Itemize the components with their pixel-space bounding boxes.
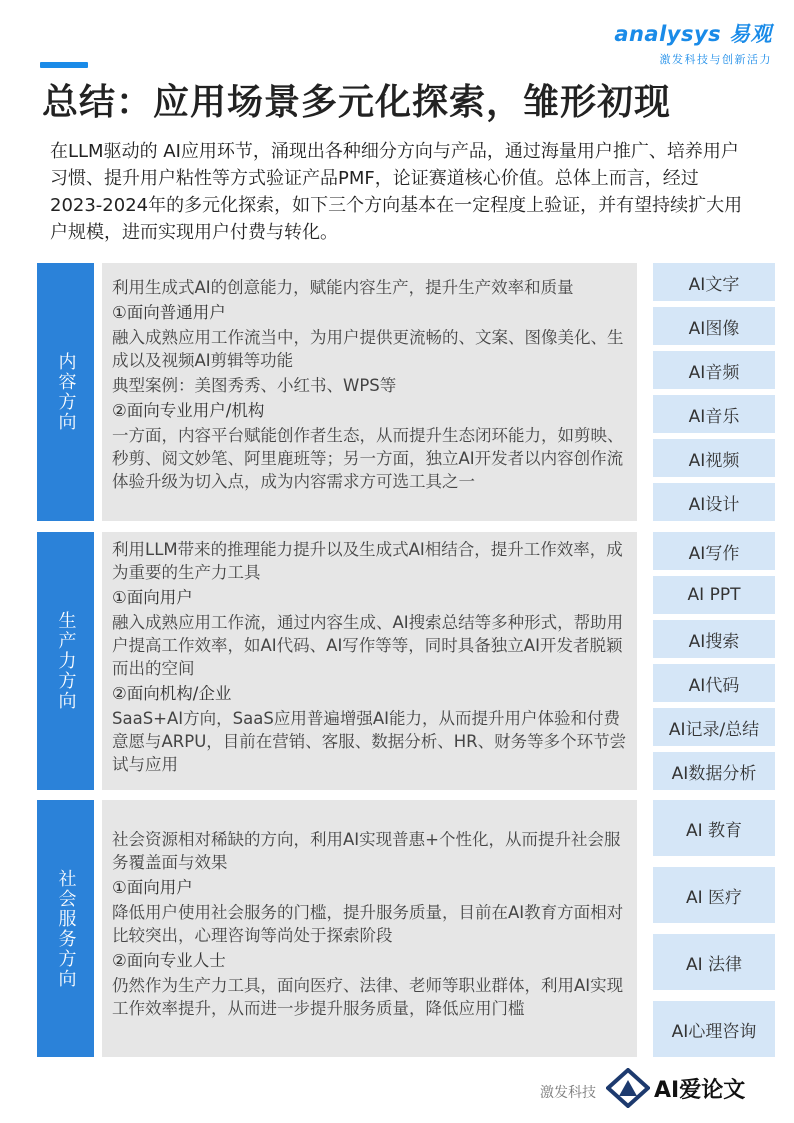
tag-item: AI PPT (653, 576, 775, 614)
section-subheading: ②面向机构/企业 (112, 684, 232, 703)
page-title: 总结：应用场景多元化探索，雏形初现 (42, 82, 672, 123)
tag-item: AI搜索 (653, 620, 775, 658)
brand-name: analysys 易观 (614, 22, 772, 46)
tag-item: AI写作 (653, 532, 775, 570)
section-content (37, 263, 775, 521)
tag-item: AI心理咨询 (653, 1001, 775, 1057)
tag-item: AI视频 (653, 439, 775, 477)
title-accent-bar (40, 62, 88, 68)
section-detail: 仍然作为生产力工具，面向医疗、法律、老师等职业群体，利用AI实现工作效率提升，从而进一步提升服务质量，降低应用门槛 (112, 976, 624, 1018)
section-subheading: ②面向专业用户/机构 (112, 401, 265, 420)
section-summary: 社会资源相对稀缺的方向，利用AI实现普惠+个性化，从而提升社会服务覆盖面与效果 (112, 830, 621, 872)
section-body (102, 800, 637, 1057)
section-subheading: ①面向普通用户 (112, 303, 226, 322)
tag-item: AI设计 (653, 483, 775, 521)
section-detail: SaaS+AI方向，SaaS应用普遍增强AI能力，从而提升用户体验和付费意愿与ARPU，目前在营销、客服、数据分析、HR、财务等多个环节尝试与应用 (112, 709, 627, 774)
section-detail: 一方面，内容平台赋能创作者生态，从而提升生态闭环能力，如剪映、秒剪、阅文妙笔、阿里鹿班等；另一方面，独立AI开发者以内容创作流体验升级为切入点，成为内容需求方可选工具之一 (112, 426, 624, 491)
section-productivity (37, 532, 775, 790)
section-summary: 利用LLM带来的推理能力提升以及生成式AI相结合，提升工作效率，成为重要的生产力工具 (112, 540, 623, 582)
tag-item: AI代码 (653, 664, 775, 702)
section-label: 内容方向 (37, 263, 94, 521)
tag-item: AI音频 (653, 351, 775, 389)
section-subheading: ②面向专业人士 (112, 951, 226, 970)
section-detail: 融入成熟应用工作流，通过内容生成、AI搜索总结等多种形式，帮助用户提高工作效率，如AI代码、AI写作等等，同时具备独立AI开发者脱颖而出的空间 (112, 613, 624, 678)
brand-slogan: 激发科技与创新活力 (659, 53, 772, 66)
section-label: 生产力方向 (37, 532, 94, 790)
tag-list (653, 263, 775, 521)
watermark (606, 1066, 784, 1110)
tag-list (653, 532, 775, 790)
section-subheading: ①面向用户 (112, 878, 193, 897)
watermark-text: AI爱论文 (654, 1077, 746, 1103)
section-summary: 利用生成式AI的创意能力，赋能内容生产，提升生产效率和质量 (112, 278, 574, 297)
intro-paragraph: 在LLM驱动的 AI应用环节，涌现出各种细分方向与产品，通过海量用户推广、培养用户习惯、提升用户粘性等方式验证产品PMF，论证赛道核心价值。总体上而言，经过2023-2024年的多元化探索，如下三个方向基本在一定程度上验证，并有望持续扩大用户规模，进而实现用户付费与转化。 (50, 141, 743, 243)
tag-item: AI文字 (653, 263, 775, 301)
tag-item: AI数据分析 (653, 752, 775, 790)
section-example: 典型案例：美图秀秀、小红书、WPS等 (112, 376, 397, 395)
footer-text: 激发科技 (540, 1085, 596, 1101)
section-social-service (37, 800, 775, 1057)
diamond-logo-icon (606, 1068, 650, 1108)
tag-item: AI 法律 (653, 934, 775, 990)
tag-item: AI记录/总结 (653, 708, 775, 746)
brand-logo (614, 18, 772, 67)
tag-item: AI 医疗 (653, 867, 775, 923)
section-detail: 降低用户使用社会服务的门槛，提升服务质量，目前在AI教育方面相对比较突出，心理咨询等尚处于探索阶段 (112, 903, 624, 945)
section-body (102, 532, 637, 790)
tag-list (653, 800, 775, 1057)
section-detail: 融入成熟应用工作流当中，为用户提供更流畅的、文案、图像美化、生成以及视频AI剪辑等功能 (112, 328, 624, 370)
section-subheading: ①面向用户 (112, 588, 193, 607)
tag-item: AI图像 (653, 307, 775, 345)
section-label: 社会服务方向 (37, 800, 94, 1057)
section-body (102, 263, 637, 521)
tag-item: AI音乐 (653, 395, 775, 433)
tag-item: AI 教育 (653, 800, 775, 856)
